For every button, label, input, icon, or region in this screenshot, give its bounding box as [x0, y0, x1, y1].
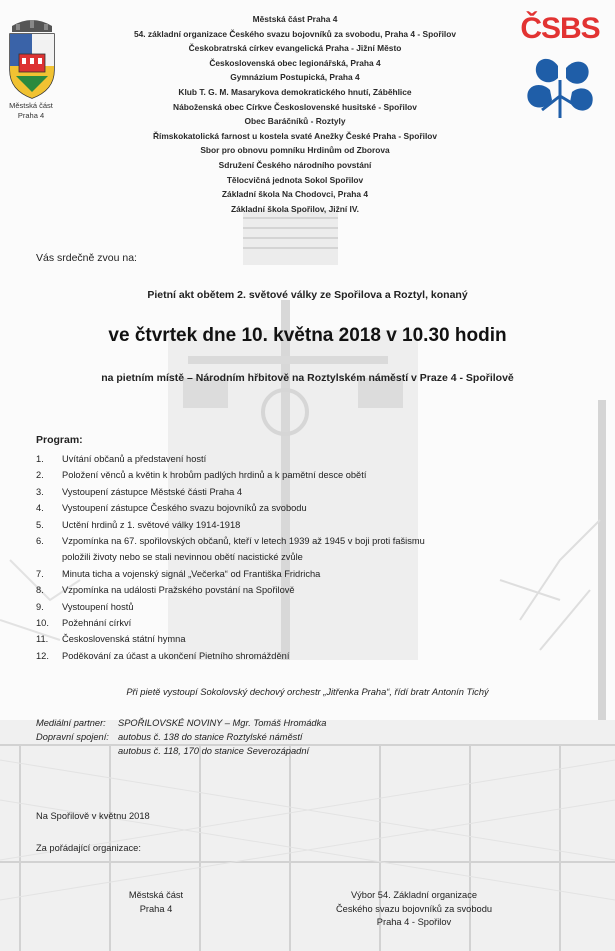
program-item-text-line1: Vzpomínka na 67. spořilovských občanů, kteří v letech 1939 až 1945 v boji proti fašismu	[62, 536, 425, 547]
program-item-text: Vystoupení hostů	[62, 601, 134, 612]
csbs-logo	[508, 12, 612, 122]
program-item	[36, 451, 576, 467]
media-info	[36, 716, 326, 758]
event-title: Pietní akt obětem 2. světové války ze Spořilova a Roztyl, konaný	[147, 289, 468, 301]
signer-right-line2: Českého svazu bojovníků za svobodu	[335, 903, 493, 914]
organization-item: Československá obec legionářská, Praha 4	[209, 57, 381, 68]
event-place: na pietním místě – Národním hřbitově na Roztylském náměstí v Praze 4 - Spořilově	[101, 372, 514, 384]
transport-row	[36, 730, 326, 744]
program-item-number: 5.	[36, 519, 44, 530]
program-title: Program:	[36, 434, 83, 446]
program-item-text-line2: položili životy nebo se stali nevinnou obětí nacistické zvůle	[62, 552, 303, 563]
organization-item: Římskokatolická farnost u kostela svaté Anežky České Praha - Spořilov	[152, 130, 438, 141]
program-item-text: Minuta ticha a vojenský signál „Večerka“ od Františka Fridricha	[62, 568, 321, 579]
transport-line2: autobus č. 118, 170 do stanice Severozápadní	[118, 746, 310, 756]
program-item-text: Požehnání církví	[62, 618, 132, 629]
program-item-number: 6.	[36, 536, 44, 547]
organization-item: 54. základní organizace Českého svazu bojovníků za svobodu, Praha 4 - Spořilov	[133, 28, 457, 39]
program-item-number: 7.	[36, 568, 44, 579]
program-item	[36, 615, 576, 631]
program-item	[36, 566, 576, 582]
organization-item: Sdružení Českého národního povstání	[218, 159, 372, 170]
organizers-label: Za pořádající organizace:	[36, 843, 141, 853]
program-item-text: Vystoupení zástupce Českého svazu bojovníků za svobodu	[62, 503, 307, 514]
linden-leaves-icon	[520, 56, 600, 120]
greeting: Vás srdečně zvou na:	[36, 252, 137, 264]
signer-left	[100, 889, 212, 916]
program-item	[36, 517, 576, 533]
program-item-number: 11.	[36, 634, 49, 645]
program-item-number: 9.	[36, 601, 44, 612]
signer-right	[305, 889, 523, 930]
media-partner-row	[36, 716, 326, 730]
program-item	[36, 467, 576, 483]
program-item-text: Československá státní hymna	[62, 634, 186, 645]
orchestra-note: Při pietě vystoupí Sokolovský dechový orchestr „Jitřenka Praha“, řídí bratr Antonín Tichý	[126, 687, 489, 697]
program-item-number: 10.	[36, 618, 49, 629]
program-item-number: 1.	[36, 454, 44, 464]
signer-left-line1: Městská část	[128, 890, 184, 900]
signer-right-line1: Výbor 54. Základní organizace	[350, 890, 478, 900]
program-item-number: 12.	[36, 650, 49, 661]
program-item-text: Vzpomínka na události Pražského povstání na Spořilově	[62, 585, 295, 596]
program-item-text: Uctění hrdinů z 1. světové války 1914-1918	[62, 519, 241, 530]
program-item-text: Uvítání občanů a představení hostí	[62, 454, 207, 464]
program-item	[36, 484, 576, 500]
organization-item: Městská část Praha 4	[252, 14, 338, 24]
media-partner-value: SPOŘILOVSKÉ NOVINY – Mgr. Tomáš Hromádka	[118, 718, 327, 728]
csbs-logo-text: ČSBS	[520, 12, 600, 45]
place-date: Na Spořilově v květnu 2018	[36, 811, 150, 821]
program-item-text: Vystoupení zástupce Městské části Praha 4	[62, 486, 243, 497]
program-item	[36, 582, 576, 598]
crest-caption-line2: Praha 4	[17, 111, 45, 120]
organization-item: Obec Baráčníků - Roztyly	[244, 116, 346, 127]
crest-caption-line1: Městská část	[9, 101, 53, 110]
organization-list	[95, 12, 495, 216]
transport-line1: autobus č. 138 do stanice Roztylské náměstí	[118, 732, 303, 742]
organization-item: Klub T. G. M. Masarykova demokratického hnutí, Záběhlice	[178, 86, 412, 97]
program-item-number: 4.	[36, 503, 44, 514]
crest-caption	[0, 101, 62, 121]
media-partner-label: Mediální partner:	[36, 718, 106, 728]
organization-item: Náboženská obec Církve Československé husitské - Spořilov	[173, 101, 417, 112]
prague4-crest-icon	[6, 14, 58, 100]
organization-item: Českobratrská církev evangelická Praha - Jižní Město	[188, 43, 402, 54]
program-item-text	[62, 533, 576, 566]
event-datetime: ve čtvrtek dne 10. května 2018 v 10.30 hodin	[108, 325, 507, 346]
program-item-text: Poděkování za účast a ukončení Pietního shromáždění	[62, 650, 290, 661]
transport-label: Dopravní spojení:	[36, 732, 109, 742]
program-item	[36, 533, 576, 566]
program-item	[36, 648, 576, 664]
organization-item: Sbor pro obnovu pomníku Hrdinům od Zborova	[200, 145, 390, 156]
program-item	[36, 599, 576, 615]
program-item-number: 3.	[36, 486, 44, 497]
organization-item: Gymnázium Postupická, Praha 4	[230, 72, 360, 83]
program-item-text: Položení věnců a květin k hrobům padlých hrdinů a k pamětní desce obětí	[62, 470, 367, 481]
organization-item: Základní škola Na Chodovci, Praha 4	[221, 189, 369, 200]
signer-right-line3: Praha 4 - Spořilov	[376, 917, 452, 927]
program-list	[36, 451, 576, 664]
signer-left-line2: Praha 4	[139, 903, 173, 914]
organization-item: Základní škola Spořilov, Jižní IV.	[231, 203, 359, 214]
program-item-number: 2.	[36, 470, 44, 481]
program-item	[36, 500, 576, 516]
program-item	[36, 631, 576, 647]
organization-item: Tělocvičná jednota Sokol Spořilov	[226, 174, 364, 185]
program-item-number: 8.	[36, 585, 44, 596]
transport-row-2	[36, 744, 326, 758]
